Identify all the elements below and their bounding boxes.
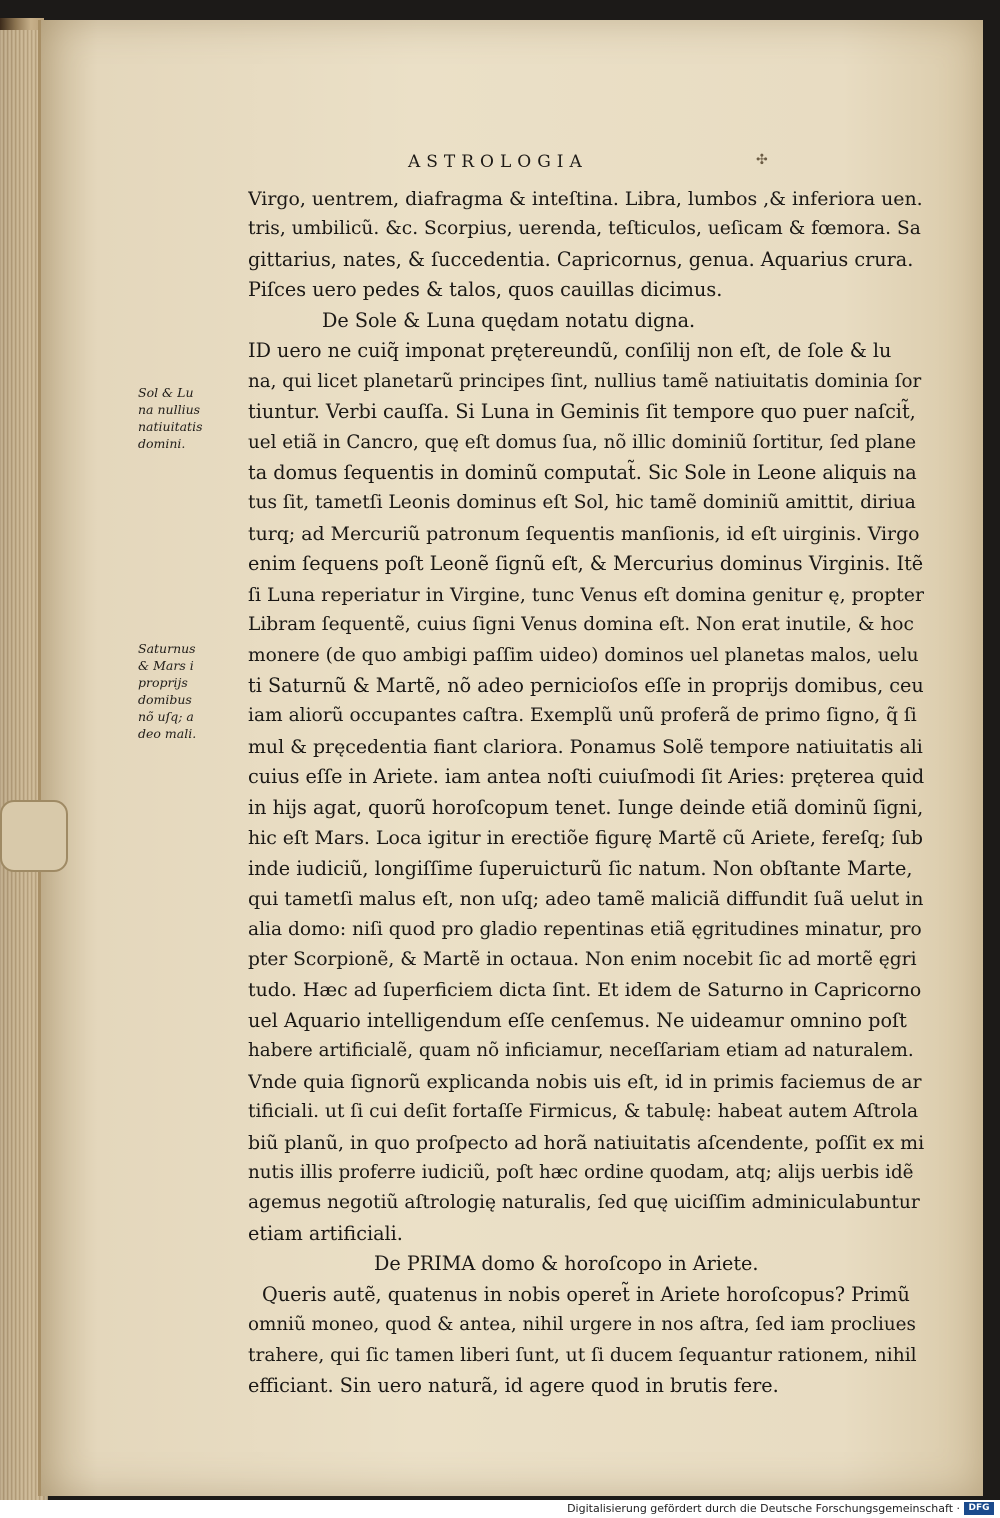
ornament-mark: ✣: [756, 152, 768, 168]
text-line: nutis illis proferre iudiciũ, poſt hæc ordine quodam, atq; alijs uerbis idẽ: [248, 1162, 914, 1183]
text-line: enim ſequens poſt Leonẽ ſignũ eſt, & Mercurius dominus Virginis. Itẽ: [248, 552, 924, 576]
text-line: mul & pręcedentia fiant clariora. Ponamus Solẽ tempore natiuitatis ali: [248, 735, 923, 758]
text-line: in hijs agat, quorũ horoſcopum tenet. Iunge deinde etiã dominũ ſigni,: [248, 795, 924, 819]
text-line: monere (de quo ambigi paſſim uideo) dominos uel planetas malos, uelu: [248, 644, 919, 666]
section-heading-sole-luna: De Sole & Luna quędam notatu digna.: [322, 308, 696, 332]
marginal-note-line: na nullius: [138, 402, 201, 417]
text-line: Vnde quia ſignorũ explicanda nobis uis eſt, id in primis faciemus de ar: [248, 1070, 922, 1093]
text-line: qui tametſi malus eſt, non uſq; adeo tamẽ maliciã diffundit ſuã uelut in: [248, 888, 924, 911]
text-line: agemus negotiũ aſtrologię naturalis, ſed quę uiciſſim adminiculabuntur: [248, 1192, 920, 1214]
text-line: pter Scorpionẽ, & Martẽ in octaua. Non enim nocebit ſic ad mortẽ ęgri: [248, 948, 917, 970]
marginal-note-saturnus-mars: [138, 640, 238, 742]
marginal-note-line: Sol & Lu: [138, 385, 194, 400]
text-line: tiuntur. Verbi cauſſa. Si Luna in Geminis ſit tempore quo puer naſcit̃,: [248, 400, 916, 424]
dfg-logo: DFG: [964, 1502, 994, 1515]
text-line: Piſces uero pedes & talos, quos cauillas dicimus.: [248, 278, 723, 302]
text-line: Queris autẽ, quatenus in nobis operet̃ in Ariete horoſcopus? Primũ: [262, 1282, 910, 1306]
text-line: uel etiã in Cancro, quę eſt domus ſua, nõ illic dominiũ ſortitur, ſed plane: [248, 431, 917, 453]
text-line: trahere, qui ſic tamen liberi ſunt, ut ſi ducem ſequantur rationem, nihil: [248, 1344, 917, 1366]
text-line: alia domo: niſi quod pro gladio repentinas etiã ęgritudines minatur, pro: [248, 918, 922, 940]
text-line: tris, umbilicũ. &c. Scorpius, uerenda, teſticulos, ueſicam & fœmora. Sa: [248, 218, 921, 240]
marginal-note-sol-luna: [138, 384, 238, 452]
text-line: gittarius, nates, & ſuccedentia. Capricornus, genua. Aquarius crura.: [248, 247, 914, 271]
text-line: tificiali. ut ſi cui deſit fortaſſe Firmicus, & tabulę: habeat autem Aſtrola: [248, 1101, 919, 1123]
text-line: inde iudiciũ, longiſſime ſuperuicturũ ſic natum. Non obſtante Marte,: [248, 856, 913, 880]
marginal-note-line: nõ uſq; a: [138, 709, 194, 724]
text-line: ſi Luna reperiatur in Virgine, tunc Venus eſt domina genitur ę, propter: [248, 583, 924, 606]
main-text-block: [248, 184, 924, 1402]
marginal-note-line: natiuitatis: [138, 419, 203, 434]
marginal-note-line: proprijs: [138, 675, 188, 690]
running-head: ASTROLOGIA: [408, 152, 588, 172]
text-line: biũ planũ, in quo proſpecto ad horã natiuitatis aſcendente, poſſit ex mi: [248, 1131, 924, 1154]
page-tab: [0, 800, 68, 872]
text-line: Virgo, uentrem, diafragma & inteſtina. Libra, lumbos ,& inferiora uen.: [248, 188, 923, 210]
text-line: ti Saturnũ & Martẽ, nõ adeo pernicioſos eſſe in proprijs domibus, ceu: [248, 674, 924, 697]
text-line: tus ſit, tametſi Leonis dominus eſt Sol, hic tamẽ dominiũ amittit, diriua: [248, 492, 916, 514]
footer-bar: [0, 1500, 1000, 1518]
marginal-note-line: Saturnus: [138, 641, 196, 656]
text-line: habere artificialẽ, quam nõ inficiamur, neceſſariam etiam ad naturalem.: [248, 1040, 914, 1062]
text-line: na, qui licet planetarũ principes ſint, nullius tamẽ natiuitatis dominia ſor: [248, 370, 922, 392]
marginal-note-line: deo mali.: [138, 726, 197, 741]
text-line: turq; ad Mercuriũ patronum ſequentis manſionis, id eſt uirginis. Virgo: [248, 522, 920, 545]
text-line: etiam artificiali.: [248, 1221, 403, 1245]
marginal-note-line: domibus: [138, 692, 192, 707]
section-heading-prima-domo: De PRIMA domo & horoſcopo in Ariete.: [374, 1252, 759, 1276]
marginal-note-line: & Mars i: [138, 658, 194, 673]
text-line: ta domus ſequentis in dominũ computat̃. Sic Sole in Leone aliquis na: [248, 460, 917, 484]
marginal-note-line: domini.: [138, 436, 186, 451]
text-line: tudo. Hæc ad ſuperficiem dicta ſint. Et idem de Saturno in Capricorno: [248, 979, 922, 1002]
text-line: cuius eſſe in Ariete. iam antea noſti cuiuſmodi ſit Aries: pręterea quid: [248, 765, 924, 789]
text-line: hic eſt Mars. Loca igitur in erectiõe figurę Martẽ cũ Ariete, fereſq; ſub: [248, 827, 923, 850]
text-line: efficiant. Sin uero naturã, id agere quod in brutis fere.: [248, 1374, 779, 1398]
funding-credit: Digitalisierung gefördert durch die Deutsche Forschungsgemeinschaft ·: [567, 1502, 960, 1515]
text-line: Libram ſequentẽ, cuius ſigni Venus domina eſt. Non erat inutile, & hoc: [248, 614, 914, 636]
text-line: uel Aquario intelligendum eſſe cenſemus. Ne uideamur omnino poſt: [248, 1008, 907, 1032]
text-line: omniũ moneo, quod & antea, nihil urgere in nos aſtra, ſed iam procliues: [248, 1314, 916, 1336]
text-line: iam aliorũ occupantes caſtra. Exemplũ unũ proferã de primo ſigno, q̃ ſi: [248, 705, 917, 727]
text-line: ID uero ne cuiq̃ imponat prętereundũ, conſilij non eſt, de ſole & lu: [248, 339, 892, 363]
